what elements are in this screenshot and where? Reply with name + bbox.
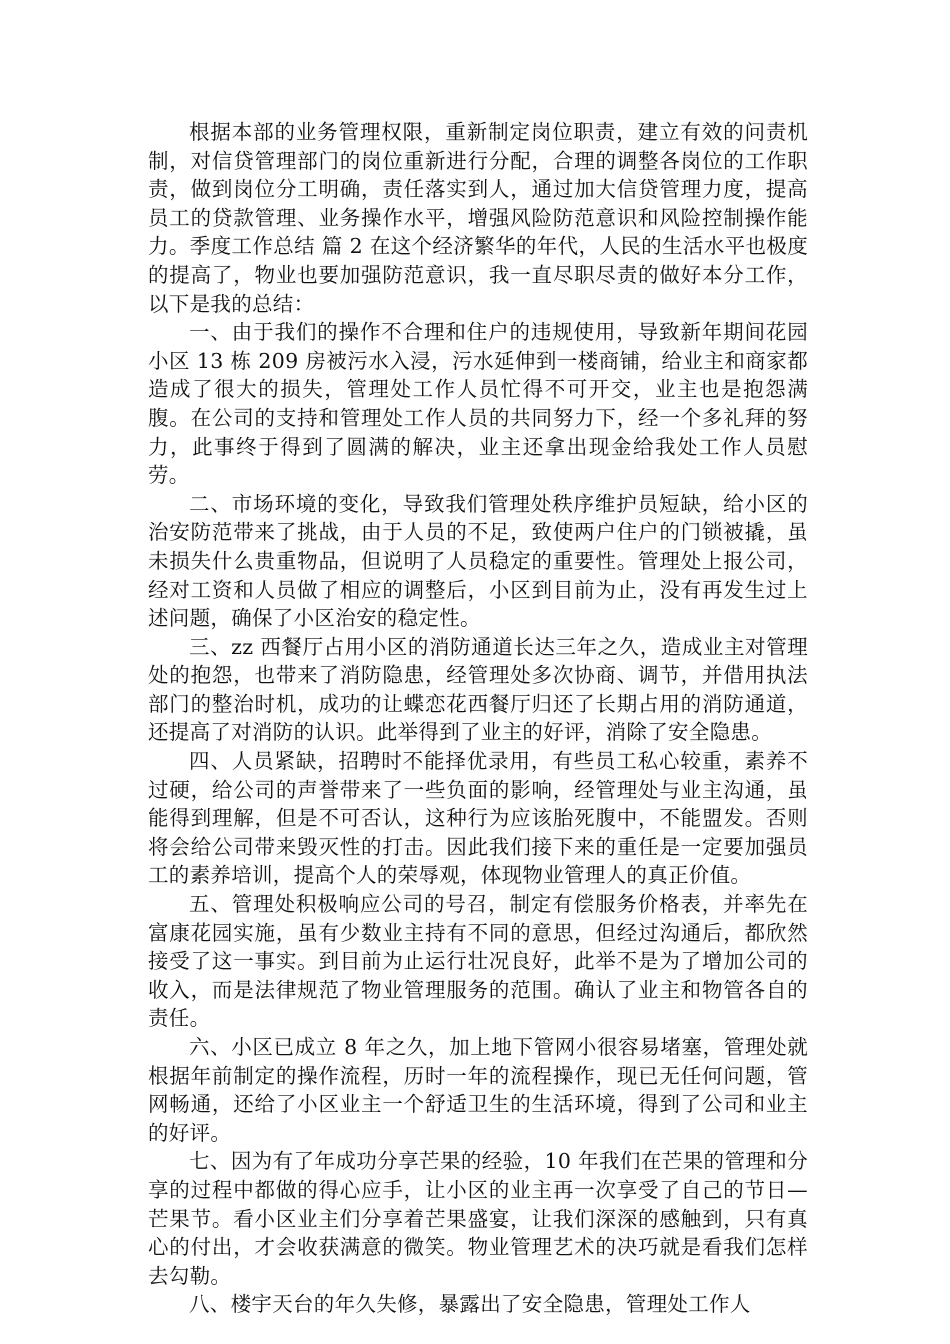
paragraph-item-7: 七、因为有了年成功分享芒果的经验，10 年我们在芒果的管理和分享的过程中都做的得心应手，让小区的业主再一次享受了自己的节日—芒果节。看小区业主们分享着芒果盛宴，让我们深深的感触到，只有真心的付出，才会收获满意的微笑。物业管理艺术的决巧就是看我们怎样去勾勒。 — [148, 1149, 808, 1288]
paragraph-item-4: 四、人员紧缺，招聘时不能择优录用，有些员工私心较重，素养不过硬，给公司的声誉带来了一些负面的影响，经管理处与业主沟通，虽能得到理解，但是不可否认，这种行为应该胎死腹中，不能盟发。否则将会给公司带来毁灭性的打击。因此我们接下来的重任是一定要加强员工的素养培训，提高个人的荣辱观，体现物业管理人的真正价值。 — [148, 749, 808, 888]
paragraph-item-2: 二、市场环境的变化，导致我们管理处秩序维护员短缺，给小区的治安防范带来了挑战，由于人员的不足，致使两户住户的门锁被撬，虽未损失什么贵重物品，但说明了人员稳定的重要性。管理处上报公司，经对工资和人员做了相应的调整后，小区到目前为止，没有再发生过上述问题，确保了小区治安的稳定性。 — [148, 491, 808, 631]
paragraph-item-8: 八、楼宇天台的年久失修，暴露出了安全隐患，管理处工作人 — [189, 1292, 751, 1317]
paragraph-item-6: 六、小区已成立 8 年之久，加上地下管网小很容易堵塞，管理处就根据年前制定的操作流程，历时一年的流程操作，现已无任何问题，管网畅通，还给了小区业主一个舒适卫生的生活环境，得到了公司和业主的好评。 — [148, 1035, 808, 1145]
paragraph-item-1: 一、由于我们的操作不合理和住户的违规使用，导致新年期间花园小区 13 栋 209 房被污水入浸，污水延伸到一楼商铺，给业主和商家都造成了很大的损失，管理处工作人员忙得不可开交，业主也是抱怨满腹。在公司的支持和管理处工作人员的共同努力下，经一个多礼拜的努力，此事终于得到了圆满的解决，业主还拿出现金给我处工作人员慰劳。 — [148, 320, 808, 488]
paragraph-item-5: 五、管理处积极响应公司的号召，制定有偿服务价格表，并率先在富康花园实施，虽有少数业主持有不同的意思，但经过沟通后，都欣然接受了这一事实。到目前为止运行壮况良好，此举不是为了增加公司的收入，而是法律规范了物业管理服务的范围。确认了业主和物管各自的责任。 — [148, 892, 808, 1031]
paragraph-intro: 根据本部的业务管理权限，重新制定岗位职责，建立有效的问责机制，对信贷管理部门的岗位重新进行分配，合理的调整各岗位的工作职责，做到岗位分工明确，责任落实到人，通过加大信贷管理力度，提高员工的贷款管理、业务操作水平，增强风险防范意识和风险控制操作能力。季度工作总结 篇 2 在这个经济繁华的年代，人民的生活水平也极度的提高了，物业也要加强防范意识，我一直尽职尽责的做好本分工作，以下是我的总结： — [148, 120, 808, 316]
document-body — [148, 118, 808, 1319]
paragraph-item-3: 三、zz 西餐厅占用小区的消防通道长达三年之久，造成业主对管理处的抱怨，也带来了消防隐患，经管理处多次协商、调节，并借用执法部门的整治时机，成功的让蝶恋花西餐厅归还了长期占用的消防通道，还提高了对消防的认识。此举得到了业主的好评，消除了安全隐患。 — [148, 634, 808, 745]
